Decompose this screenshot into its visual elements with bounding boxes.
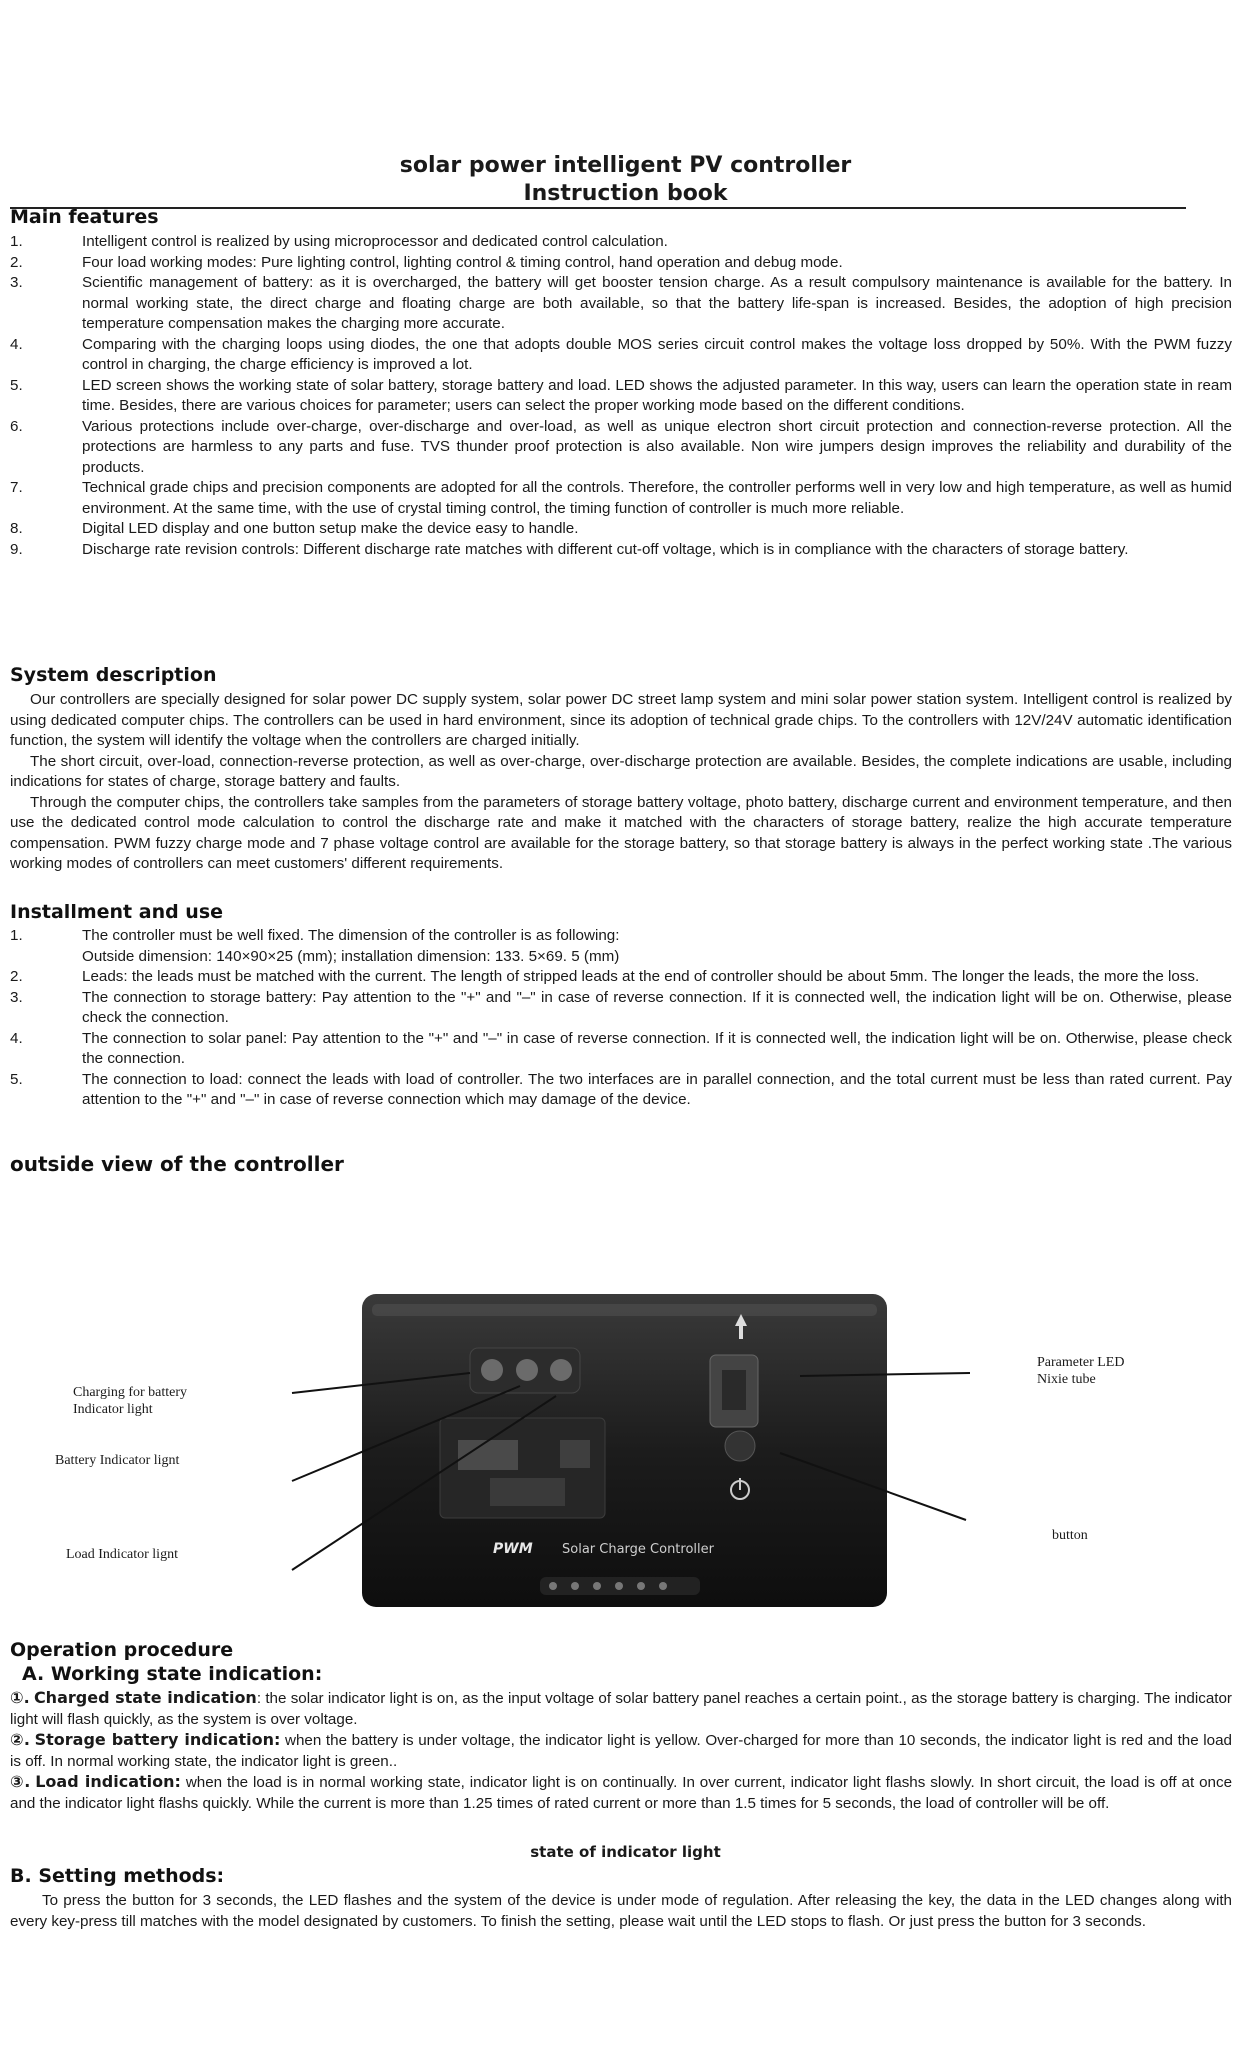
load-indicator-led	[550, 1359, 572, 1381]
pwm-logo: PWM	[493, 1541, 533, 1557]
setting-text: To press the button for 3 seconds, the LED flashes and the system of the device is under mode of regulation. After releasing the key, the data in the LED changes along with every key-press till matches with the model designated by customers. To finish the setting, please wait until the LED stops to flash. Or just press the button for 3 seconds.	[10, 1892, 1232, 1930]
system-description-heading: System description	[10, 664, 217, 686]
system-description-body	[10, 690, 1232, 875]
list-item: 5. LED screen shows the working state of solar battery, storage battery and load. LED shows the adjusted parameter. In this way, users can learn the operation state in ream time. Besides, there are various choices for parameter; users can select the proper working mode based on the different conditions.	[10, 376, 1232, 414]
installation-list	[10, 926, 1232, 1111]
list-item: 6. Various protections include over-charge, over-discharge and over-load, as well as unique electron short circuit protection and connection-reverse protection. All the protections are harmless to any parts and fuse. TVS thunder proof protection is also available. Non wire jumpers design improves the reliability and durability of the products.	[10, 417, 1232, 476]
list-item: 4. The connection to solar panel: Pay attention to the "+" and "–" in case of reverse connection. If it is connected well, the indication light will be on. Otherwise, please check the connection.	[10, 1029, 1232, 1067]
doc-subtitle: Instruction book	[523, 181, 728, 206]
label-parameter-led: Parameter LED Nixie tube	[1037, 1355, 1125, 1387]
list-item: 2. Leads: the leads must be matched with the current. The length of stripped leads at the end of controller should be about 5mm. The longer the leads, the more the loss.	[10, 968, 1200, 985]
list-item: 9. Discharge rate revision controls: Different discharge rate matches with different cut-off voltage, which is in compliance with the characters of storage battery.	[10, 540, 1129, 558]
operation-heading: Operation procedure	[10, 1639, 234, 1661]
outside-view-heading: outside view of the controller	[10, 1152, 344, 1176]
doc-title: solar power intelligent PV controller	[399, 153, 852, 178]
label-charging-indicator: Charging for battery Indicator light	[73, 1385, 188, 1417]
list-item: 4. Comparing with the charging loops using diodes, the one that adopts double MOS series circuit control makes the voltage loss dropped by 50%. With the PWM fuzzy control in charging, the charge efficiency is improved a lot.	[10, 335, 1232, 373]
installation-heading: Installment and use	[10, 901, 224, 923]
charging-indicator-led	[481, 1359, 503, 1381]
list-item: 1. The controller must be well fixed. The dimension of the controller is as following: Outside dimension: 140×90×25 (mm); installation dimension: 133. 5×69. 5 (mm)	[10, 927, 620, 965]
paragraph: Our controllers are specially designed for solar power DC supply system, solar power DC street lamp system and mini solar power station system. Intelligent control is realized by using dedicated computer chips. The controllers can be used in hard environment, since its adoption of technical grade chips. To the controllers with 12V/24V automatic identification function, the system will identify the voltage when the controllers are charged initially.	[10, 691, 1232, 749]
working-state-heading: A. Working state indication:	[22, 1663, 323, 1685]
device-label: Solar Charge Controller	[562, 1542, 714, 1557]
battery-icon	[560, 1440, 590, 1468]
controller-figure	[0, 1270, 1251, 1630]
setup-button	[725, 1431, 755, 1461]
main-features-heading: Main features	[10, 206, 159, 228]
list-item: 1. Intelligent control is realized by using microprocessor and dedicated control calculation.	[10, 233, 668, 250]
list-item: ②. Storage battery indication: when the battery is under voltage, the indicator light is yellow. Over-charged for more than 10 seconds, the indicator light is red and the load is off. In normal working state, the indicator light is green..	[10, 1730, 1232, 1770]
list-item: 7. Technical grade chips and precision components are adopted for all the controls. Therefore, the controller performs well in very low and high temperature, as well as humid environment. At the same time, with the use of crystal timing control, the timing function of controller is much more reliable.	[10, 479, 1232, 517]
list-item: 3. The connection to storage battery: Pay attention to the "+" and "–" in case of reverse connection. If it is connected well, the indication light will be on. Otherwise, please check the connection.	[10, 988, 1232, 1026]
list-item: 5. The connection to load: connect the leads with load of controller. The two interfaces are in parallel connection, and the total current must be less than rated current. Pay attention to the "+" and "–" in case of reverse connection which may damage of the device.	[10, 1070, 1232, 1108]
list-item: ①. Charged state indication: the solar indicator light is on, as the input voltage of solar battery panel reaches a certain point., as the storage battery is charging. The indicator light will flash quickly, as the system is over voltage.	[10, 1688, 1232, 1728]
state-caption: state of indicator light	[530, 1843, 721, 1861]
list-item: ③. Load indication: when the load is in normal working state, indicator light is on continually. In over current, indicator light flashs slowly. In short circuit, the load is off at once and the indicator light flashs quickly. While the current is more than 1.25 times of rated current or more than 1.5 times for 5 seconds, the load of controller will be off.	[10, 1772, 1233, 1812]
indication-list	[10, 1688, 1232, 1814]
controller-illustration	[0, 1270, 1251, 1630]
battery-indicator-led	[516, 1359, 538, 1381]
dimension-line: Outside dimension: 140×90×25 (mm); installation dimension: 133. 5×69. 5 (mm)	[82, 947, 620, 965]
paragraph: The short circuit, over-load, connection-reverse protection, as well as over-charge, over-discharge protection are available. Besides, the complete indications are usable, including indications for states of charge, storage battery and faults.	[10, 752, 1232, 790]
label-button: button	[1052, 1528, 1088, 1543]
main-features-list	[10, 232, 1232, 560]
label-battery-indicator: Battery Indicator lignt	[55, 1453, 180, 1468]
list-item: 8. Digital LED display and one button setup make the device easy to handle.	[10, 520, 579, 537]
list-item: 3. Scientific management of battery: as it is overcharged, the battery will get booster tension charge. As a result compulsory maintenance is available for the battery. In normal working state, the direct charge and floating charge are both available, so that the battery life-span is increased. Besides, the adoption of high precision temperature compensation makes the charging more accurate.	[10, 274, 1232, 332]
setting-methods-heading: B. Setting methods:	[10, 1865, 225, 1887]
list-item: 2. Four load working modes: Pure lighting control, lighting control & timing control, hand operation and debug mode.	[10, 253, 843, 271]
load-icon	[490, 1478, 565, 1506]
title-rule	[10, 207, 1186, 209]
paragraph: Through the computer chips, the controllers take samples from the parameters of storage battery voltage, photo battery, discharge current and environment temperature, and then use the dedicated control mode calculation to control the discharge rate and make it matched with the characters of storage battery, realize the high accurate temperature compensation. PWM fuzzy charge mode and 7 phase voltage control are available for the storage battery, so that storage battery is always in the perfect working state .The various working modes of controllers can meet customers' different requirements.	[10, 793, 1232, 872]
label-load-indicator: Load Indicator lignt	[66, 1547, 178, 1562]
